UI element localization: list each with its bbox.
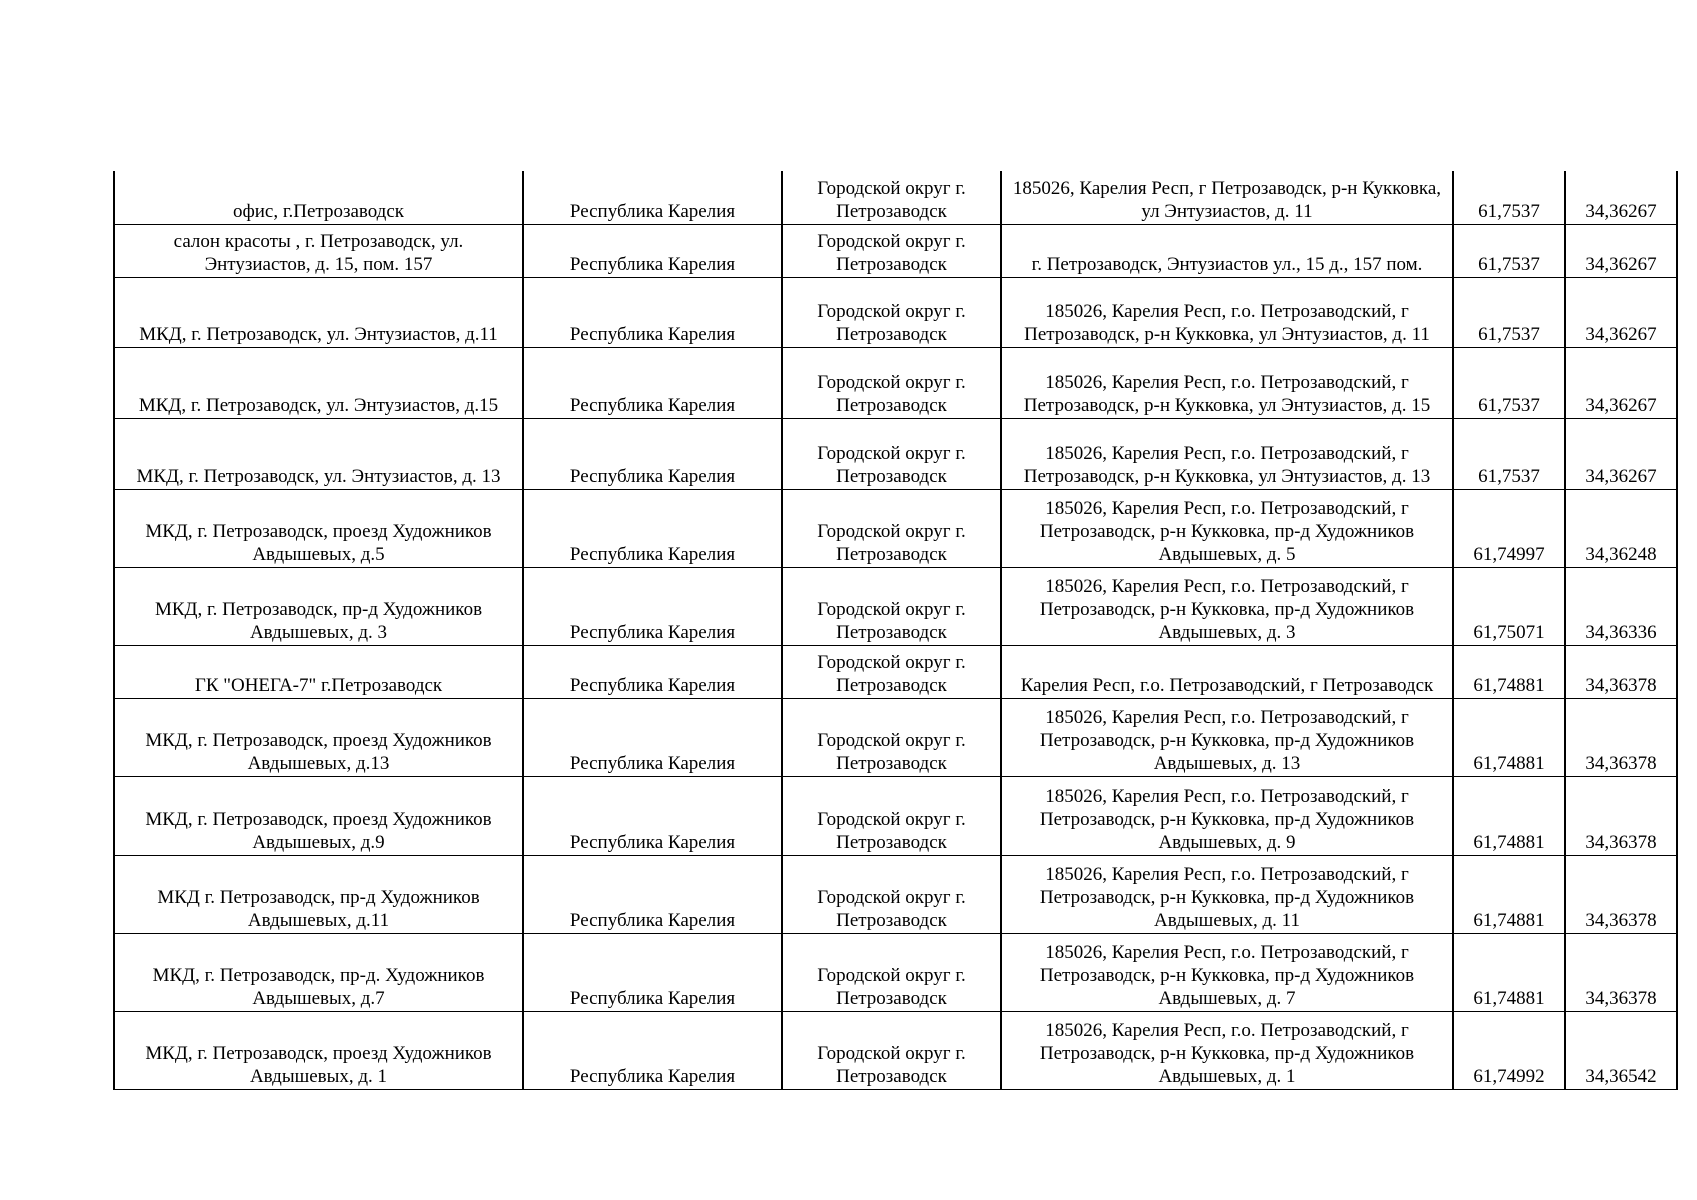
- longitude-cell: 34,36267: [1565, 224, 1677, 277]
- object-name-cell: МКД, г. Петрозаводск, проезд Художников Авдышевых, д.9: [114, 776, 523, 855]
- district-cell: Городской округ г. Петрозаводск: [782, 776, 1001, 855]
- object-name-cell: МКД, г. Петрозаводск, пр-д Художников Авдышевых, д. 3: [114, 567, 523, 645]
- region-cell: Республика Карелия: [523, 855, 782, 933]
- address-cell: 185026, Карелия Респ, г.о. Петрозаводский, г Петрозаводск, р-н Кукковка, ул Энтузиастов, д. 15: [1001, 347, 1453, 418]
- longitude-cell: 34,36378: [1565, 645, 1677, 698]
- longitude-cell: 34,36378: [1565, 855, 1677, 933]
- address-cell: 185026, Карелия Респ, г.о. Петрозаводский, г Петрозаводск, р-н Кукковка, пр-д Художников Авдышевых, д. 1: [1001, 1011, 1453, 1089]
- latitude-cell: 61,7537: [1453, 418, 1565, 489]
- latitude-cell: 61,7537: [1453, 224, 1565, 277]
- longitude-cell: 34,36336: [1565, 567, 1677, 645]
- table-row: [114, 698, 1677, 776]
- latitude-cell: 61,74881: [1453, 776, 1565, 855]
- district-cell: Городской округ г. Петрозаводск: [782, 277, 1001, 347]
- region-cell: Республика Карелия: [523, 489, 782, 567]
- object-name-cell: МКД, г. Петрозаводск, ул. Энтузиастов, д. 13: [114, 418, 523, 489]
- region-cell: Республика Карелия: [523, 645, 782, 698]
- address-cell: 185026, Карелия Респ, г.о. Петрозаводский, г Петрозаводск, р-н Кукковка, пр-д Художников Авдышевых, д. 7: [1001, 933, 1453, 1011]
- object-name-cell: МКД, г. Петрозаводск, пр-д. Художников Авдышевых, д.7: [114, 933, 523, 1011]
- address-cell: 185026, Карелия Респ, г.о. Петрозаводский, г Петрозаводск, р-н Кукковка, пр-д Художников Авдышевых, д. 13: [1001, 698, 1453, 776]
- longitude-cell: 34,36267: [1565, 277, 1677, 347]
- object-name-cell: офис, г.Петрозаводск: [114, 171, 523, 224]
- district-cell: Городской округ г. Петрозаводск: [782, 698, 1001, 776]
- district-cell: Городской округ г. Петрозаводск: [782, 645, 1001, 698]
- district-cell: Городской округ г. Петрозаводск: [782, 933, 1001, 1011]
- table-row: [114, 933, 1677, 1011]
- address-cell: г. Петрозаводск, Энтузиастов ул., 15 д., 157 пом.: [1001, 224, 1453, 277]
- longitude-cell: 34,36378: [1565, 776, 1677, 855]
- region-cell: Республика Карелия: [523, 698, 782, 776]
- latitude-cell: 61,74881: [1453, 645, 1565, 698]
- address-cell: 185026, Карелия Респ, г.о. Петрозаводский, г Петрозаводск, р-н Кукковка, пр-д Художников Авдышевых, д. 9: [1001, 776, 1453, 855]
- address-cell: 185026, Карелия Респ, г.о. Петрозаводский, г Петрозаводск, р-н Кукковка, пр-д Художников Авдышевых, д. 3: [1001, 567, 1453, 645]
- district-cell: Городской округ г. Петрозаводск: [782, 171, 1001, 224]
- district-cell: Городской округ г. Петрозаводск: [782, 224, 1001, 277]
- region-cell: Республика Карелия: [523, 1011, 782, 1089]
- registry-table: [113, 171, 1678, 1090]
- table-row: [114, 1011, 1677, 1089]
- latitude-cell: 61,7537: [1453, 277, 1565, 347]
- latitude-cell: 61,74992: [1453, 1011, 1565, 1089]
- object-name-cell: салон красоты , г. Петрозаводск, ул. Энтузиастов, д. 15, пом. 157: [114, 224, 523, 277]
- object-name-cell: МКД г. Петрозаводск, пр-д Художников Авдышевых, д.11: [114, 855, 523, 933]
- region-cell: Республика Карелия: [523, 418, 782, 489]
- region-cell: Республика Карелия: [523, 567, 782, 645]
- table-row: [114, 224, 1677, 277]
- region-cell: Республика Карелия: [523, 171, 782, 224]
- longitude-cell: 34,36542: [1565, 1011, 1677, 1089]
- address-cell: 185026, Карелия Респ, г.о. Петрозаводский, г Петрозаводск, р-н Кукковка, пр-д Художников Авдышевых, д. 11: [1001, 855, 1453, 933]
- table-row: [114, 776, 1677, 855]
- region-cell: Республика Карелия: [523, 277, 782, 347]
- table-row: [114, 418, 1677, 489]
- latitude-cell: 61,7537: [1453, 171, 1565, 224]
- object-name-cell: МКД, г. Петрозаводск, проезд Художников Авдышевых, д.13: [114, 698, 523, 776]
- latitude-cell: 61,74881: [1453, 855, 1565, 933]
- district-cell: Городской округ г. Петрозаводск: [782, 489, 1001, 567]
- region-cell: Республика Карелия: [523, 224, 782, 277]
- longitude-cell: 34,36267: [1565, 171, 1677, 224]
- latitude-cell: 61,74881: [1453, 933, 1565, 1011]
- latitude-cell: 61,74997: [1453, 489, 1565, 567]
- district-cell: Городской округ г. Петрозаводск: [782, 418, 1001, 489]
- district-cell: Городской округ г. Петрозаводск: [782, 347, 1001, 418]
- latitude-cell: 61,75071: [1453, 567, 1565, 645]
- object-name-cell: МКД, г. Петрозаводск, ул. Энтузиастов, д.15: [114, 347, 523, 418]
- longitude-cell: 34,36378: [1565, 698, 1677, 776]
- latitude-cell: 61,74881: [1453, 698, 1565, 776]
- table-row: [114, 855, 1677, 933]
- district-cell: Городской округ г. Петрозаводск: [782, 855, 1001, 933]
- longitude-cell: 34,36267: [1565, 418, 1677, 489]
- table-row: [114, 489, 1677, 567]
- table-row: [114, 277, 1677, 347]
- district-cell: Городской округ г. Петрозаводск: [782, 1011, 1001, 1089]
- object-name-cell: МКД, г. Петрозаводск, проезд Художников Авдышевых, д.5: [114, 489, 523, 567]
- address-cell: 185026, Карелия Респ, г.о. Петрозаводский, г Петрозаводск, р-н Кукковка, ул Энтузиастов, д. 13: [1001, 418, 1453, 489]
- longitude-cell: 34,36378: [1565, 933, 1677, 1011]
- object-name-cell: МКД, г. Петрозаводск, ул. Энтузиастов, д.11: [114, 277, 523, 347]
- region-cell: Республика Карелия: [523, 347, 782, 418]
- address-cell: 185026, Карелия Респ, г.о. Петрозаводский, г Петрозаводск, р-н Кукковка, ул Энтузиастов, д. 11: [1001, 277, 1453, 347]
- district-cell: Городской округ г. Петрозаводск: [782, 567, 1001, 645]
- address-cell: Карелия Респ, г.о. Петрозаводский, г Петрозаводск: [1001, 645, 1453, 698]
- address-cell: 185026, Карелия Респ, г Петрозаводск, р-н Кукковка, ул Энтузиастов, д. 11: [1001, 171, 1453, 224]
- address-cell: 185026, Карелия Респ, г.о. Петрозаводский, г Петрозаводск, р-н Кукковка, пр-д Художников Авдышевых, д. 5: [1001, 489, 1453, 567]
- table-row: [114, 567, 1677, 645]
- table-row: [114, 347, 1677, 418]
- table-row: [114, 645, 1677, 698]
- longitude-cell: 34,36248: [1565, 489, 1677, 567]
- table-row: [114, 171, 1677, 224]
- longitude-cell: 34,36267: [1565, 347, 1677, 418]
- object-name-cell: МКД, г. Петрозаводск, проезд Художников Авдышевых, д. 1: [114, 1011, 523, 1089]
- region-cell: Республика Карелия: [523, 776, 782, 855]
- region-cell: Республика Карелия: [523, 933, 782, 1011]
- latitude-cell: 61,7537: [1453, 347, 1565, 418]
- object-name-cell: ГК "ОНЕГА-7" г.Петрозаводск: [114, 645, 523, 698]
